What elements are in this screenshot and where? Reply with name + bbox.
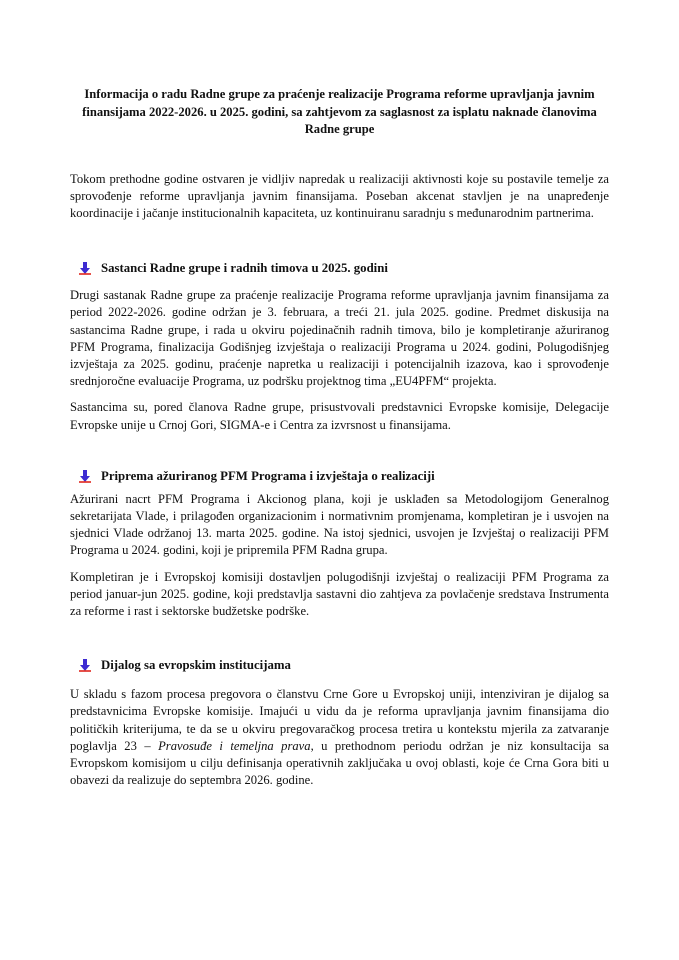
section-heading-text: Priprema ažuriranog PFM Programa i izvještaja o realizaciji: [101, 468, 435, 483]
arrow-bullet-icon: [78, 658, 92, 672]
dialogue-paragraph: [70, 686, 609, 789]
section-heading-text: Dijalog sa evropskim institucijama: [101, 658, 291, 673]
section-heading-program: [70, 467, 609, 485]
chapter-name: Pravosuđe i temeljna prava: [158, 738, 311, 753]
section-heading-text: Sastanci Radne grupe i radnih timova u 2025. godini: [101, 261, 388, 276]
dialogue-text-after: , u prethodnom periodu održan je niz konsultacija sa Evropskom komisijom u cilju definisanja operativnih zaključaka u ovoj oblasti, koje će Crna Gora biti u obavezi da realizuje do septembra 2026. godine.: [70, 738, 609, 788]
section-heading-dialogue: [70, 656, 609, 674]
program-paragraph-1: Ažurirani nacrt PFM Programa i Akcionog plana, koji je usklađen sa Metodologijom Generalnog sekretarijata Vlade, i prilagođen organizacionim i normativnim promjenama, kompletiran je i usvojen na sjednici Vlade održanoj 13. marta 2025. godine. Na istoj sjednici, usvojen je Izvještaj o realizaciji PFM Programa u 2024. godini, koji je pripremila PFM Radna grupa.: [70, 491, 609, 558]
section-heading-meetings: [70, 259, 609, 277]
intro-paragraph: Tokom prethodne godine ostvaren je vidljiv napredak u realizaciji aktivnosti koje su postavile temelje za sprovođenje reforme upravljanja javnim finansijama. Poseban akcenat stavljen je na unapređenje koordinacije i jačanje institucionalnih kapaciteta, uz kontinuiranu saradnju s međunarodnim partnerima.: [70, 171, 609, 220]
meetings-paragraph-1: Drugi sastanak Radne grupe za praćenje realizacije Programa reforme upravljanja javnim finansijama za period 2022-2026. godine održan je 3. februara, a treći 21. jula 2025. godine. Predmet diskusija na sastancima Radne grupe, i rada u okviru pojedinačnih radnih timova, bilo je kompletiranje ažuriranog PFM Programa, finalizacija Godišnjeg izvještaja o realizaciji Programa u 2024. godini, Polugodišnjeg izvještaja za 2025. godinu, praćenje napretka u realizaciji i potencijalnih izazova, kao i sprovođenje srednjoročne evaluacije Programa, uz podršku projektnog tima „EU4PFM“ projekta.: [70, 288, 609, 389]
document-title: Informacija o radu Radne grupe za praćenje realizacije Programa reforme upravljanja javnim finansijama 2022-2026. u 2025. godini, sa zahtjevom za saglasnost za isplatu naknade članovima Radne grupe: [82, 87, 597, 136]
arrow-bullet-icon: [78, 261, 92, 275]
dialogue-text-before: U skladu s fazom procesa pregovora o članstvu Crne Gore u Evropskoj uniji, intenziviran je dijalog sa predstavnicima Evropske komisije. Imajući u vidu da je reforma upravljanja javnim finansijama dio političkih kriterijuma, te da se u okviru pregovaračkog procesa tretira u kontekstu mjerila za zatvaranje poglavlja 23 –: [70, 687, 609, 753]
meetings-paragraph-2: Sastancima su, pored članova Radne grupe, prisustvovali predstavnici Evropske komisije, Delegacije Evropske unije u Crnoj Gori, SIGMA-e i Centra za izvrsnost u finansijama.: [70, 400, 609, 432]
arrow-bullet-icon: [78, 469, 92, 483]
program-paragraph-2: Kompletiran je i Evropskoj komisiji dostavljen polugodišnji izvještaj o realizaciji PFM Programa za period januar-jun 2025. godine, koji predstavlja sastavni dio zahtjeva za povlačenje sredstava Instrumenta za reforme i rast i sektorske budžetske podrške.: [70, 569, 609, 618]
